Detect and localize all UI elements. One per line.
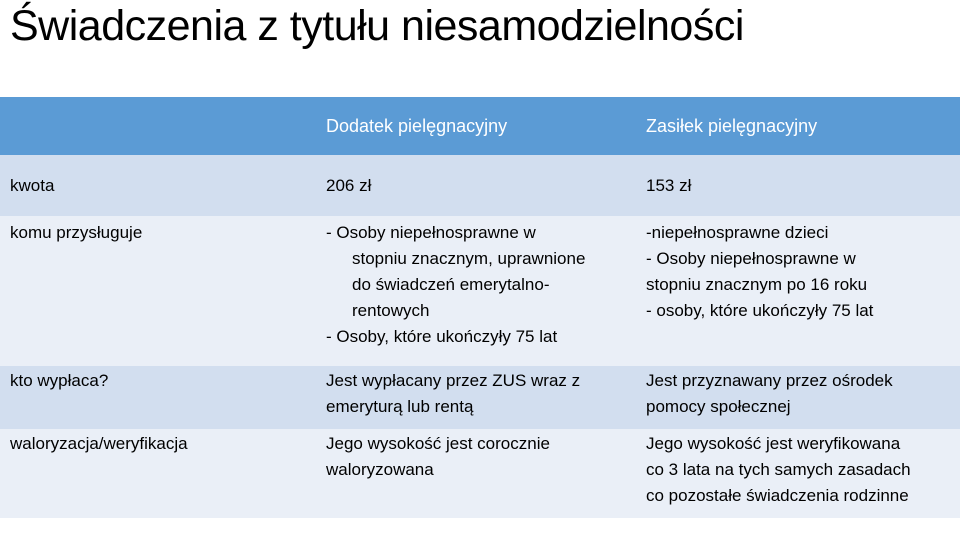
cell-line: rentowych [352,301,430,320]
cell-line: - Osoby niepełnosprawne w [326,223,536,242]
cell-line: co 3 lata na tych samych zasadach [646,460,911,479]
cell-line: - osoby, które ukończyły 75 lat [646,301,874,320]
cell-line: stopniu znacznym po 16 roku [646,275,868,294]
cell-line: Jest wypłacany przez ZUS wraz z [326,371,581,390]
cell-kwota-zasilek: 153 zł [640,155,960,216]
cell-line: co pozostałe świadczenia rodzinne [646,486,909,505]
table-row-komu [0,216,960,366]
cell-line: Jego wysokość jest weryfikowana [646,434,901,453]
table-row-kto [0,366,960,429]
cell-line: Jest przyznawany przez ośrodek [646,371,893,390]
cell-kwota-dodatek: 206 zł [320,155,640,216]
cell-line: do świadczeń emerytalno- [352,275,550,294]
benefits-table [0,97,960,518]
cell-line: -niepełnosprawne dzieci [646,223,829,242]
cell-line: emeryturą lub rentą [326,397,474,416]
page-title: Świadczenia z tytułu niesamodzielności [10,2,744,50]
row-label-komu: komu przysługuje [0,216,320,366]
cell-line: stopniu znacznym, uprawnione [352,249,586,268]
header-dodatek: Dodatek pielęgnacyjny [320,97,640,155]
cell-waloryzacja-zasilek [640,429,960,518]
table-header-row [0,97,960,155]
table-row-waloryzacja [0,429,960,518]
cell-kto-dodatek [320,366,640,429]
cell-line: Jego wysokość jest corocznie [326,434,550,453]
cell-line: - Osoby, które ukończyły 75 lat [326,327,558,346]
cell-line: waloryzowana [326,460,434,479]
cell-kto-zasilek [640,366,960,429]
cell-komu-dodatek [320,216,640,366]
table-row-kwota [0,155,960,216]
row-label-kto: kto wypłaca? [0,366,320,429]
row-label-waloryzacja: waloryzacja/weryfikacja [0,429,320,518]
row-label-kwota: kwota [0,155,320,216]
cell-komu-zasilek [640,216,960,366]
header-cell-empty [0,97,320,155]
cell-line: pomocy społecznej [646,397,791,416]
cell-waloryzacja-dodatek [320,429,640,518]
cell-line: - Osoby niepełnosprawne w [646,249,856,268]
header-zasilek: Zasiłek pielęgnacyjny [640,97,960,155]
